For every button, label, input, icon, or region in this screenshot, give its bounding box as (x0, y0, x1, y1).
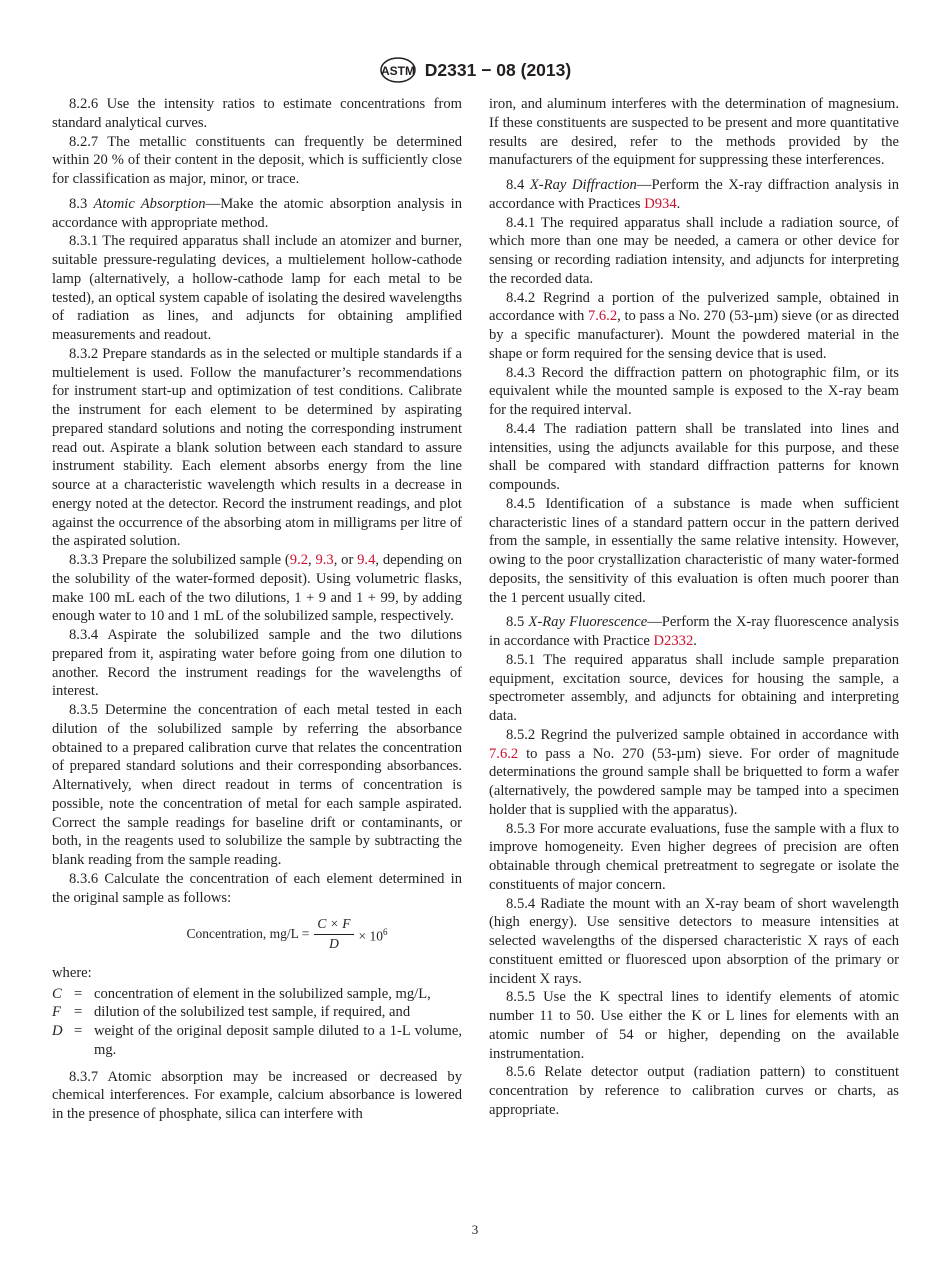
formula-multiplier: × 10 (358, 928, 384, 944)
paragraph-text: . (693, 633, 697, 649)
paragraph-text: —Make the atomic absorption analysis in accordance with appropriate method. (52, 195, 462, 231)
definition-item (52, 985, 462, 1004)
paragraph (489, 820, 899, 895)
paragraph-text: 8.5.2 Regrind the pulverized sample obtained in accordance with (506, 726, 899, 743)
paragraph (489, 289, 899, 364)
paragraph-text: 8.3.6 Calculate the concentration of each element determined in the original sample as follows: (52, 870, 462, 906)
paragraph-text: 8.3 (69, 195, 94, 212)
section-link[interactable]: 9.2 (289, 552, 309, 568)
paragraph (489, 95, 899, 170)
definition-symbol: D (52, 1023, 63, 1039)
paragraph (52, 870, 462, 908)
paragraph (489, 176, 899, 214)
paragraph (52, 95, 462, 133)
paragraph (489, 726, 899, 820)
section-title: X-Ray Diffraction (529, 177, 637, 193)
paragraph-text: —Perform the X-ray fluorescence analysis in accordance with Practice (489, 614, 900, 649)
paragraph-text: 8.5 (506, 614, 529, 631)
paragraph-text: 8.5.3 For more accurate evaluations, fuse the sample with a flux to improve homogeneity. Even higher degrees of precision are often obtainable through chemical pretreatment to segregate or isolate the constituents of major concern. (489, 820, 899, 893)
section-link[interactable]: 9.3 (315, 552, 334, 568)
paragraph-text: 8.2.7 The metallic constituents can frequently be determined within 20 % of their content in the deposit, which is sufficiently close for classification as major, minor, or trace. (52, 133, 462, 187)
paragraph-text: 8.4.2 Regrind a portion of the pulverized sample, obtained in accordance with (489, 289, 899, 325)
section-link[interactable]: 9.4 (357, 552, 376, 568)
left-column (52, 95, 462, 1124)
paragraph-text: 8.5.6 Relate detector output (radiation pattern) to constituent concentration by reference to calibration curves or charts, as appropriate. (489, 1064, 899, 1118)
definition-item (52, 1003, 462, 1022)
paragraph-text: 8.5.5 Use the K spectral lines to identify elements of atomic number 11 to 50. Use either the K or L lines for elements with an atomic number of 54 or higher, depending on the available instrumentation. (489, 989, 899, 1062)
formula-fraction (314, 915, 353, 954)
section-link[interactable]: 7.6.2 (587, 308, 618, 325)
paragraph (489, 495, 899, 608)
paragraph-text: to pass a No. 270 (53-µm) sieve. For order of magnitude determinations the ground sample shall be briquetted to form a wafer (alternatively, the powdered sample may be tamped into a specimen holder that is supplied with the apparatus). (489, 745, 899, 818)
paragraph (489, 613, 899, 651)
concentration-formula (112, 915, 462, 954)
paragraph (489, 895, 899, 989)
where-label: where: (52, 964, 92, 981)
paragraph (52, 232, 462, 345)
formula-exponent: 6 (383, 926, 388, 937)
paragraph-text: 8.5.4 Radiate the mount with an X-ray beam of short wavelength (high energy). Use sensitive detectors to measure intensities at selected wavelengths of the dispersed characteristic X rays of each constituent emitted or fluoresced upon absorption of the primary or incident X rays. (489, 895, 899, 987)
paragraph (489, 988, 899, 1063)
definition-symbol: C (52, 985, 62, 1002)
paragraph-text: , or (333, 552, 358, 568)
paragraph-text: 8.3.3 Prepare the solubilized sample ( (69, 552, 290, 568)
paragraph (52, 133, 462, 189)
paragraph-text: 8.3.7 Atomic absorption may be increased or decreased by chemical interferences. For example, calcium absorbance is lowered in the presence of phosphate, silica can interfere with (52, 1068, 462, 1122)
page-header (0, 56, 950, 84)
paragraph (489, 214, 899, 289)
paragraph (52, 195, 462, 233)
formula-lhs: Concentration, mg/L = (186, 926, 310, 942)
paragraph (52, 626, 462, 701)
paragraph-text: 8.3.4 Aspirate the solubilized sample and the two dilutions prepared from it, aspirating water before going from one dilution to another. Record the instrument readings for the wavelengths of interest. (52, 627, 462, 700)
paragraph-text: 8.3.1 The required apparatus shall include an atomizer and burner, suitable pressure-regulating devices, a multielement hollow-cathode lamp (alternatively, a hollow-cathode lamp for each metal to be tested), an optical system capable of isolating the desired wavelengths of radiation as lines, and adjuncts for obtaining amplified measurements and readout. (52, 233, 462, 343)
paragraph (489, 651, 899, 726)
paragraph-text: 8.2.6 Use the intensity ratios to estimate concentrations from standard analytical curves. (52, 96, 462, 131)
paragraph (52, 1068, 462, 1124)
page-number: 3 (471, 1222, 479, 1237)
paragraph (489, 364, 899, 420)
definition-item (52, 1022, 462, 1060)
right-column (489, 95, 899, 1120)
paragraph-text: , depending on the solubility of the water-formed deposit). Using volumetric flasks, make 100 mL each of the two dilutions, 1 + 9 and 1 + 99, by adding enough water to 10 and 1 mL of the solubilized sample, respectively. (52, 552, 462, 625)
definitions-list (52, 985, 462, 1060)
astm-logo-icon (379, 56, 417, 84)
paragraph-text: 8.4.5 Identification of a substance is made when sufficient characteristic lines of a standard pattern occur in the pattern derived from the sample, in essentially the same relative intensity. However, owing to the poor crystallization characteristic of many water-formed deposits, the sensitivity of this evaluation is often much poorer than the 1 percent usually cited. (489, 495, 899, 606)
section-link[interactable]: 7.6.2 (489, 745, 519, 762)
paragraph-text: 8.3.5 Determine the concentration of each metal tested in each dilution of the solubilized sample by referring the absorbance obtained to a prepared calibration curve that relates the concentration of prepared standard solutions and their corresponding absorbances. Alternatively, when direct readout in terms of concentration is possible, note the concentration of metal for each sample aspirated. Correct the sample readings for baseline drift or contaminants, or both, in the reagents used to solubilize the sample by subtracting the blank reading from the sample reading. (52, 702, 462, 868)
paragraph-text: iron, and aluminum interferes with the determination of magnesium. If these constituents are suspected to be present and more quantitative results are desired, refer to the methods provided by the manufacturers of the equipment for suppressing these interferences. (489, 96, 899, 169)
paragraph-text: 8.4.1 The required apparatus shall include a radiation source, of which more than one may be needed, a camera or other device for sensing or recording radiation intensity, and adjuncts for interpreting the recorded data. (489, 214, 899, 287)
definition-text: weight of the original deposit sample diluted to a 1-L volume, mg. (94, 1023, 462, 1058)
paragraph (52, 345, 462, 551)
paragraph (52, 701, 462, 870)
formula-denominator: D (329, 936, 339, 951)
paragraph-text: . (676, 195, 681, 212)
paragraph-text: 8.3.2 Prepare standards as in the selected or multiple standards if a multielement is used. Follow the manufacturer’s recommendations for instrument start-up and optimization of test conditions. Calibrate the instrument for each element to be determined by aspirating prepared standard solutions and noting the corresponding instrument read out. Aspirate a blank solution between each standard to assure instrument stability. Each element absorbs energy from the line source at a characteristic wavelength which results in a decrease in energy noted at the detector. Record the instrument readings, and plot against the occurrence of the absorbing atom in milligrams per litre of the aspirated solution. (52, 345, 462, 550)
paragraph (52, 551, 462, 626)
definition-equals: = (74, 1023, 83, 1039)
definition-text: dilution of the solubilized test sample, if required, and (94, 1004, 411, 1021)
section-title: X-Ray Fluorescence (528, 614, 648, 631)
section-title: Atomic Absorption (93, 195, 206, 212)
document-id: D2331 − 08 (2013) (424, 59, 572, 80)
paragraph-text: 8.4.3 Record the diffraction pattern on photographic film, or its equivalent while the mounted sample is exposed to the X-ray beam for the required interval. (489, 364, 899, 418)
section-link[interactable]: D934 (644, 195, 677, 212)
paragraph (489, 420, 899, 495)
definition-symbol: F (52, 1004, 61, 1021)
paragraph-text: 8.4 (506, 177, 530, 193)
formula-numerator: C × F (314, 915, 353, 935)
definition-equals: = (74, 1004, 83, 1021)
paragraph-text: —Perform the X-ray diffraction analysis in accordance with Practices (489, 177, 900, 212)
paragraph-text: 8.5.1 The required apparatus shall include sample preparation equipment, excitation source, devices for housing the sample, a spectrometer assembly, and adjuncts for obtaining and interpreting data. (489, 651, 899, 724)
paragraph-text: , to pass a No. 270 (53-µm) sieve (or as directed by a specific manufacturer). Mount the powdered material in the shape or form required for the sensing device that is used. (489, 308, 900, 362)
paragraph-text: , (308, 552, 316, 568)
paragraph-text: 8.4.4 The radiation pattern shall be translated into lines and intensities, using the adjuncts available for this purpose, and these shall be compared with standard diffraction patterns for known compounds. (489, 420, 899, 493)
section-link[interactable]: D2332 (653, 633, 694, 649)
definition-equals: = (74, 985, 83, 1002)
svg-text:ASTM: ASTM (380, 64, 415, 78)
definition-text: concentration of element in the solubilized sample, mg/L, (94, 985, 431, 1002)
paragraph (489, 1063, 899, 1119)
